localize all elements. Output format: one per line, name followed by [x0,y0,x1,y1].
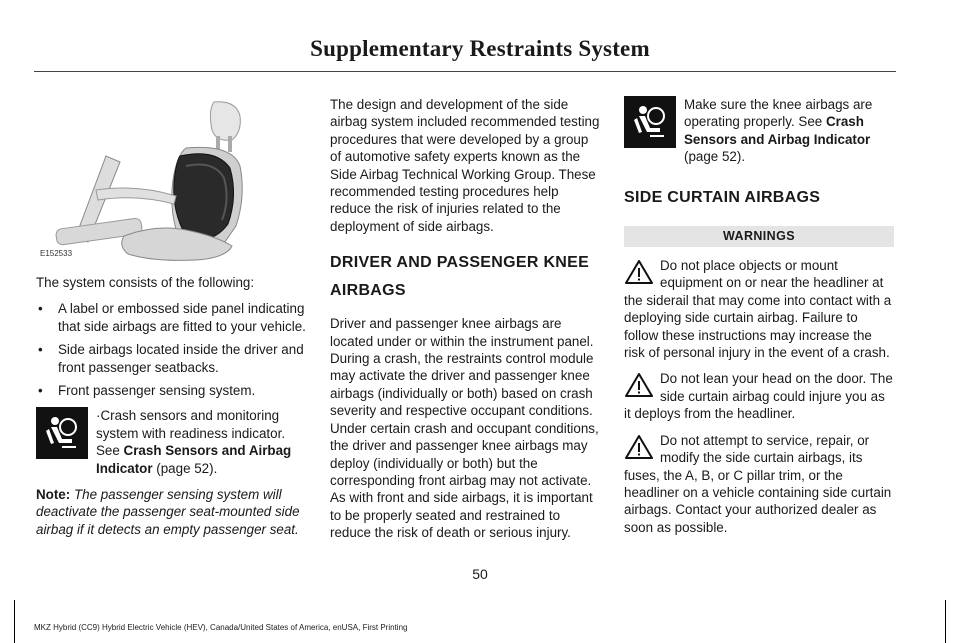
column-2 [330,96,600,551]
note-text: The passenger sensing system will deactivate the passenger seat-mounted side airbag if it detects an empty passenger seat. [36,487,300,537]
knee-check-page: (page 52). [684,149,746,165]
crop-mark [14,600,15,643]
page-number: 50 [472,566,488,582]
warning-text: Do not attempt to service, repair, or modify the side curtain airbags, its fuses, the A, B, or C pillar trim, or the headliner on a vehicle containing side curtain airbags. Contact your authorized dealer as soon as possible. [624,432,892,535]
list-item: • Side airbags located inside the driver and front passenger seatbacks. [36,341,306,376]
knee-airbags-paragraph: Driver and passenger knee airbags are located under or within the instrument panel. During a crash, the restraints control module may activate the driver and passenger knee airbags (individually or both) based on crash severity and respective occupant conditions. Under certain crash and occupant conditions, the driver and passenger knee airbags may deploy (individually or both) but the corresponding front airbag may not activate. As with front and side airbags, it is important to be properly seated and restrained to reduce the risk of death or serious injury. [330,316,599,541]
page-header-title: Supplementary Restraints System [310,36,650,61]
crash-sensor-page: (page 52). [152,460,218,476]
warning-text: Do not lean your head on the door. The side curtain airbag could injure you as it deploys from the headliner. [624,371,893,422]
figure-code: E152533 [40,248,73,258]
warnings-banner: WARNINGS [624,226,894,247]
knee-airbags-heading: DRIVER AND PASSENGER KNEE AIRBAGS [330,254,590,300]
crash-sensor-ref-link[interactable]: Crash Sensors and Airbag Indicator [96,443,292,476]
knee-check-ref-link[interactable]: Crash Sensors and Airbag Indicator [684,114,871,147]
component-list [36,300,306,399]
side-airbag-design-paragraph: The design and development of the side airbag system included recommended testing procedures that were developed by a group of automotive safety experts known as the Side Airbag Technical Working Group. These recommended testing procedures help reduce the risk of injuries related to the deployment of side airbags. [330,97,600,234]
list-item: • Front passenger sensing system. [36,382,306,399]
crash-sensor-text: ·Crash sensors and monitoring system with readiness indicator. See [96,408,286,459]
side-curtain-heading: SIDE CURTAIN AIRBAGS [624,188,821,206]
header-rule [34,71,896,72]
note-label: Note: [36,487,71,503]
column-3 [624,96,894,545]
list-item: • A label or embossed side panel indicating that side airbags are fitted to your vehicle. [36,300,306,335]
warning-item [624,432,894,536]
warning-text: Do not place objects or mount equipment on or near the headliner at the siderail that may come into contact with a deploying side curtain airbag. Failure to follow these instructions may increase the risk of personal injury in the event of a crash. [624,258,892,361]
footer-text: MKZ Hybrid (CC9) Hybrid Electric Vehicle (HEV), Canada/United States of America, enUSA, First Printing [34,623,408,632]
column-1 [36,96,306,547]
note-paragraph [36,486,306,538]
warning-triangle-icon [624,434,654,460]
warning-triangle-icon [624,259,654,285]
warning-item [624,257,894,361]
knee-airbag-check-paragraph [624,96,894,166]
knee-check-text: Make sure the knee airbags are operating properly. See [684,97,873,130]
warning-triangle-icon [624,372,654,398]
warning-item [624,370,894,422]
airbag-warning-icon [36,407,88,459]
intro-text: The system consists of the following: [36,275,255,290]
crop-mark [945,600,946,643]
airbag-warning-icon [624,96,676,148]
seat-airbag-figure [36,96,254,264]
crash-sensor-paragraph [36,407,306,477]
seat-figure-svg [36,96,254,264]
